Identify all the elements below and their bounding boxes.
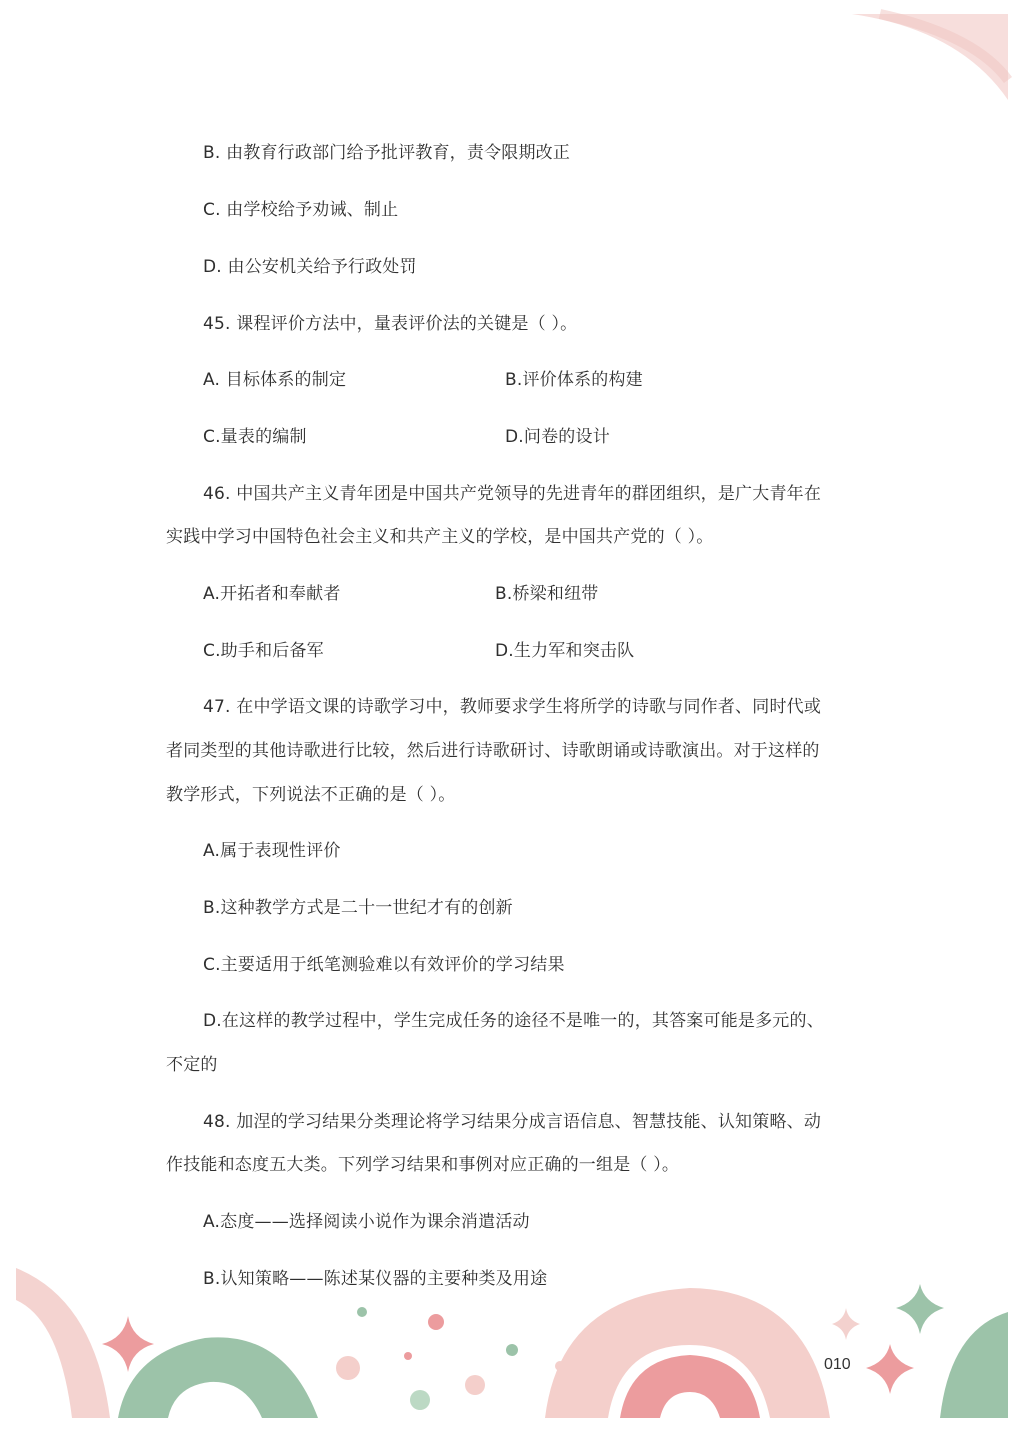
q45-option-c: C.量表的编制: [203, 427, 307, 447]
green-sparkle-icon: [896, 1284, 944, 1334]
green-hill-decoration: [118, 1337, 318, 1418]
q46-option-b: B.桥梁和纽带: [495, 584, 599, 604]
dots-decoration: [336, 1307, 565, 1410]
q47-option-d-line2: 不定的: [166, 1055, 218, 1075]
left-arc-decoration: [16, 1268, 110, 1418]
top-right-arc-decoration: [852, 14, 1008, 100]
q45-stem: 45. 课程评价方法中，量表评价法的关键是（ ）。: [203, 314, 578, 334]
q44-option-b: B. 由教育行政部门给予批评教育，责令限期改正: [203, 143, 571, 163]
q48-stem-line1: 48. 加涅的学习结果分类理论将学习结果分成言语信息、智慧技能、认知策略、动: [203, 1112, 822, 1132]
q48-option-a: A.态度——选择阅读小说作为课余消遣活动: [203, 1212, 530, 1232]
small-pink-sparkle-icon: [832, 1308, 860, 1340]
page-number: 010: [824, 1356, 851, 1373]
q44-option-d: D. 由公安机关给予行政处罚: [203, 257, 417, 277]
q46-option-a: A.开拓者和奉献者: [203, 584, 341, 604]
pink-rainbow-decoration: [545, 1288, 830, 1418]
green-arc-decoration: [940, 1312, 1008, 1418]
q47-option-c: C.主要适用于纸笔测验难以有效评价的学习结果: [203, 955, 565, 975]
q47-stem-line1: 47. 在中学语文课的诗歌学习中，教师要求学生将所学的诗歌与同作者、同时代或: [203, 697, 822, 717]
q46-stem-line2: 实践中学习中国特色社会主义和共产主义的学校，是中国共产党的（ ）。: [166, 527, 714, 547]
q47-option-a: A.属于表现性评价: [203, 841, 341, 861]
q45-option-d: D.问卷的设计: [505, 427, 610, 447]
pink-sparkle-icon: [102, 1316, 154, 1372]
q47-option-d-line1: D.在这样的教学过程中，学生完成任务的途径不是唯一的，其答案可能是多元的、: [203, 1011, 824, 1031]
q47-stem-line3: 教学形式，下列说法不正确的是（ ）。: [166, 785, 456, 805]
pink-sparkle-bottom-right-icon: [866, 1344, 914, 1394]
q46-option-c: C.助手和后备军: [203, 641, 324, 661]
q48-option-b: B.认知策略——陈述某仪器的主要种类及用途: [203, 1269, 548, 1289]
q44-option-c: C. 由学校给予劝诫、制止: [203, 200, 399, 220]
q45-option-b: B.评价体系的构建: [505, 370, 643, 390]
q45-option-a: A. 目标体系的制定: [203, 370, 347, 390]
q46-option-d: D.生力军和突击队: [495, 641, 635, 661]
q47-stem-line2: 者同类型的其他诗歌进行比较，然后进行诗歌研讨、诗歌朗诵或诗歌演出。对于这样的: [166, 741, 820, 761]
q46-stem-line1: 46. 中国共产主义青年团是中国共产党领导的先进青年的群团组织，是广大青年在: [203, 484, 822, 504]
q48-stem-line2: 作技能和态度五大类。下列学习结果和事例对应正确的一组是（ ）。: [166, 1155, 680, 1175]
q47-option-b: B.这种教学方式是二十一世纪才有的创新: [203, 898, 513, 918]
